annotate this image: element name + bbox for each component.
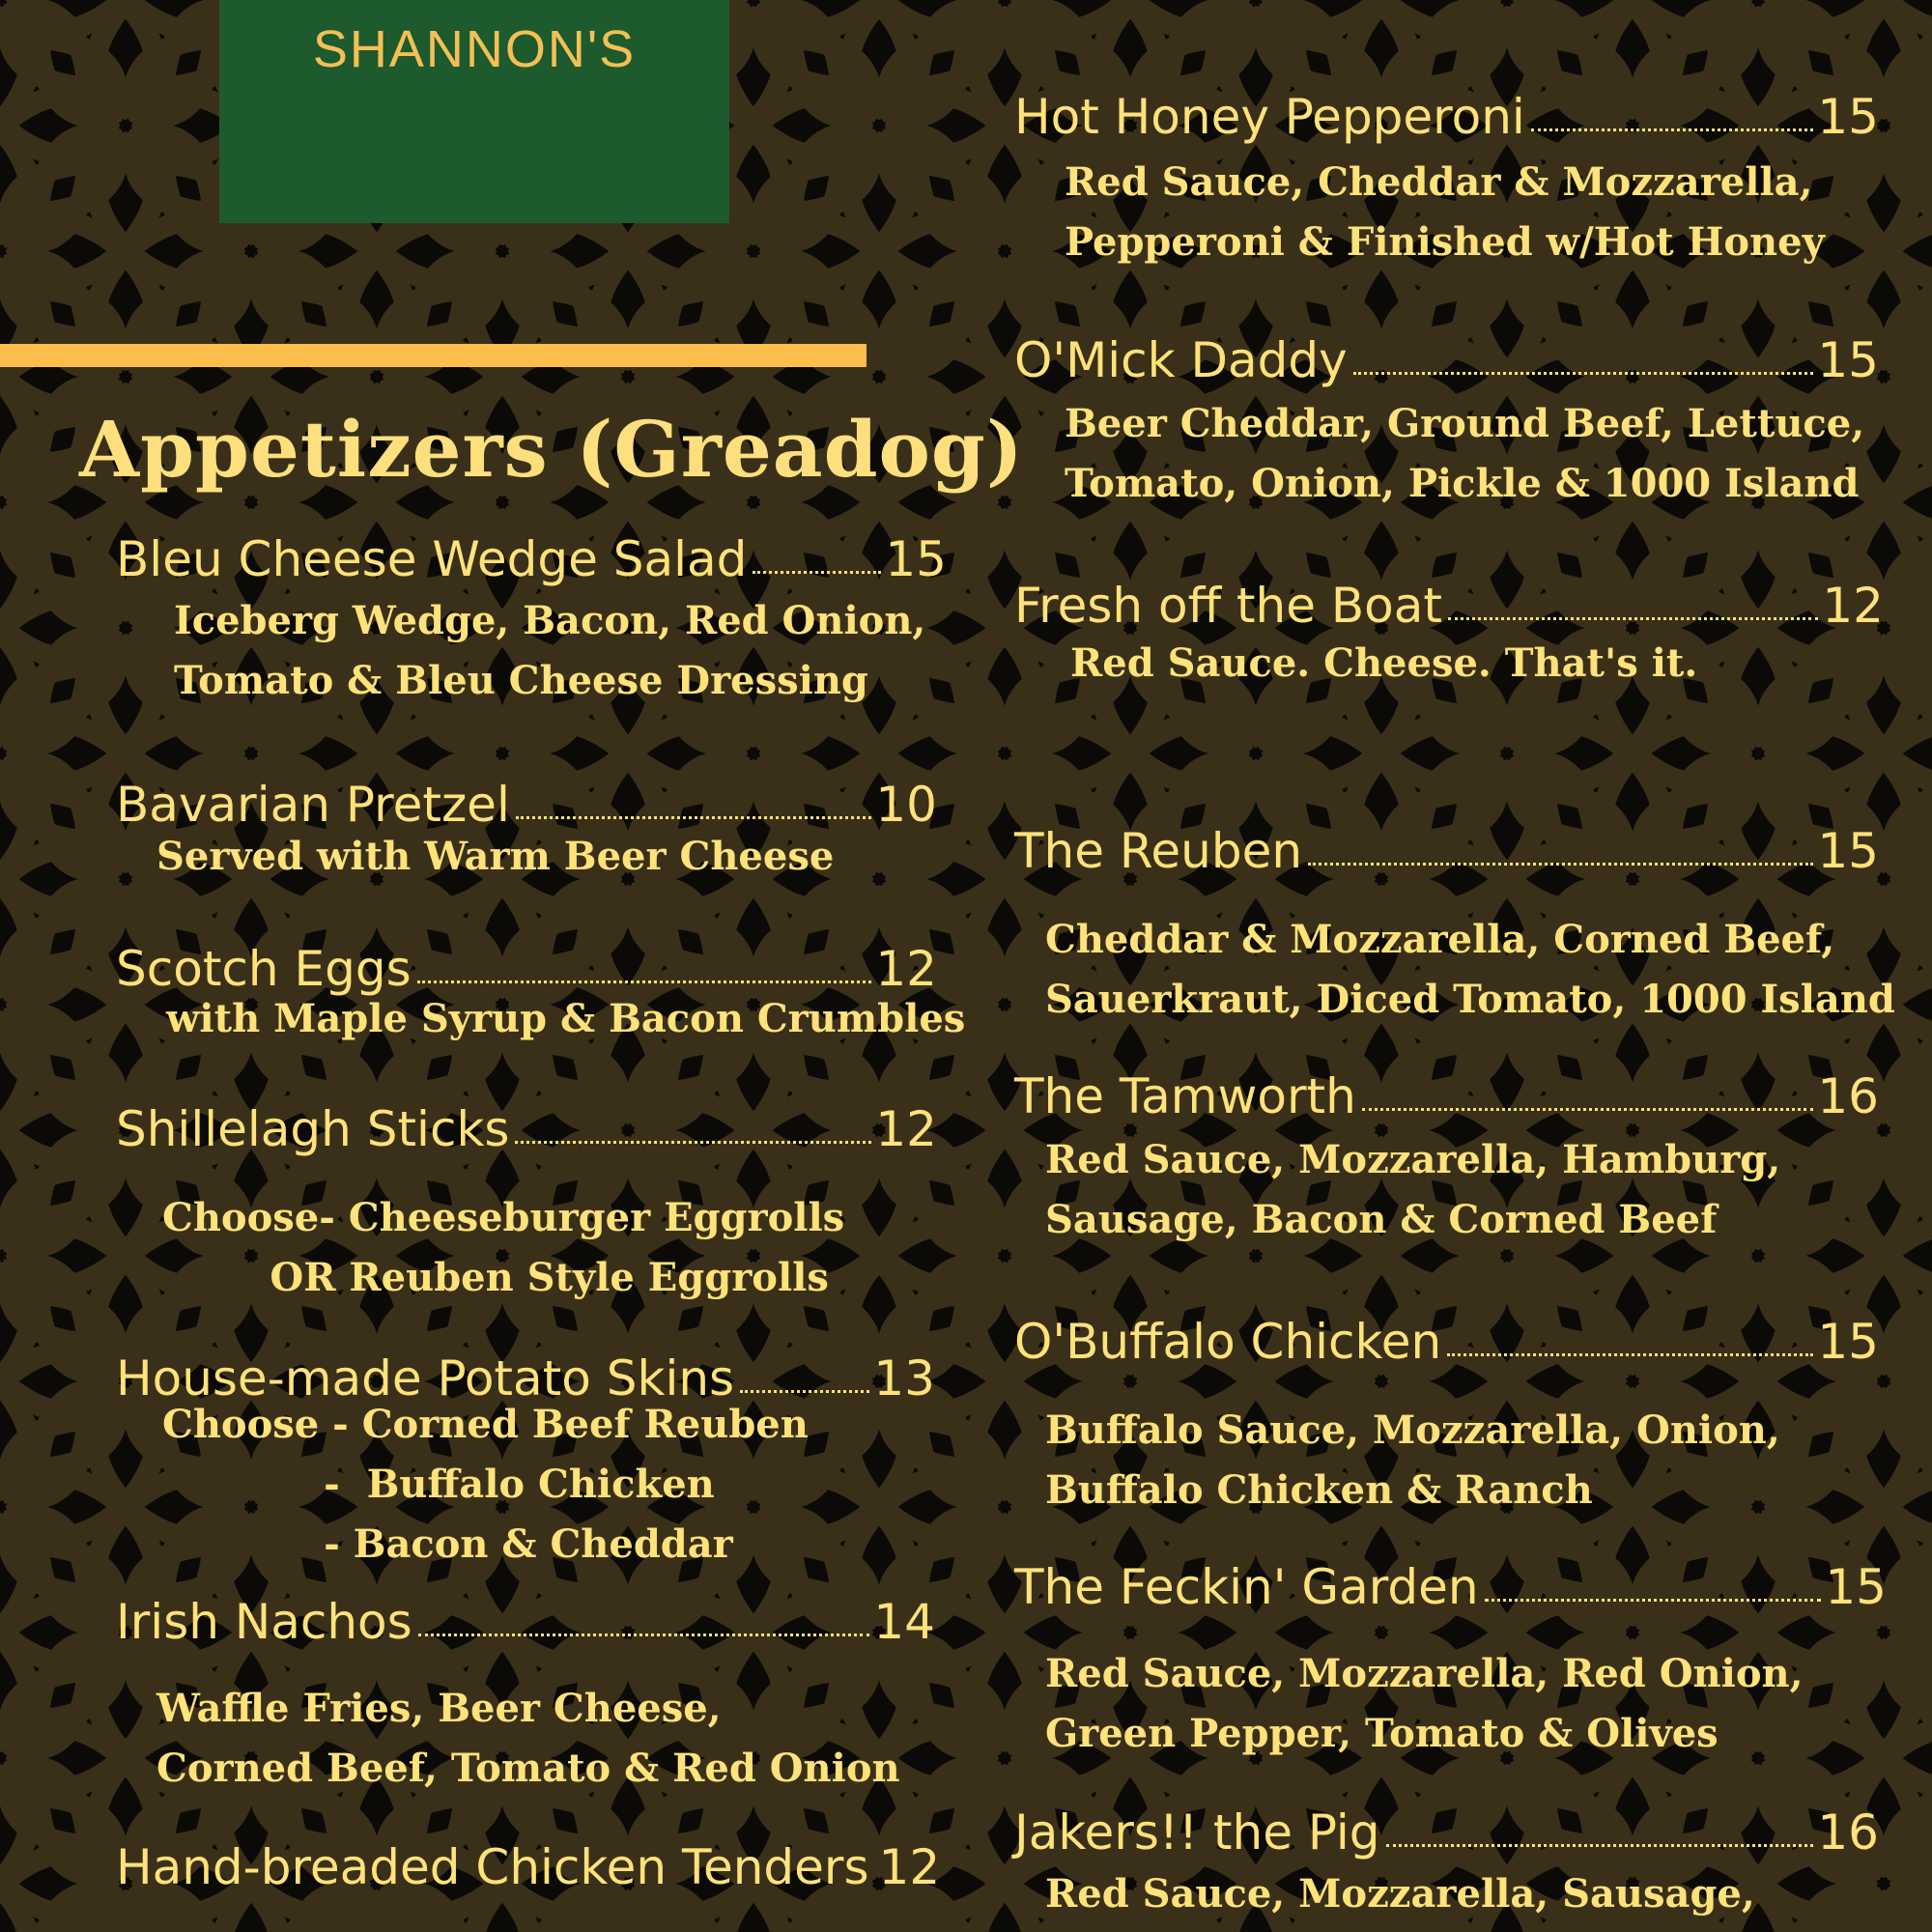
item-description: Beer Cheddar, Ground Beef, Lettuce, Tomato, Onion, Pickle & 1000 Island	[1065, 401, 1865, 506]
item-price: 15	[1817, 823, 1879, 879]
item-description: Red Sauce. Cheese. That's it.	[1070, 640, 1698, 686]
item-name: Irish Nachos	[116, 1594, 412, 1650]
item-description: Red Sauce, Mozzarella, Hamburg, Sausage, Bacon & Corned Beef	[1045, 1137, 1781, 1242]
item-name: The Tamworth	[1014, 1068, 1356, 1124]
item-name: Fresh off the Boat	[1014, 578, 1442, 634]
dot-leader	[1386, 1844, 1814, 1847]
item-price: 13	[873, 1350, 935, 1406]
item-description: Served with Warm Beer Cheese	[156, 834, 835, 879]
dot-leader	[1308, 863, 1813, 866]
item-name: Hand-breaded Chicken Tenders	[116, 1839, 869, 1895]
item-price: 10	[875, 777, 937, 833]
item-description: Waffle Fries, Beer Cheese, Corned Beef, Tomato & Red Onion	[156, 1686, 900, 1791]
dot-leader	[418, 1634, 870, 1636]
item-name: Jakers!! the Pig	[1014, 1804, 1380, 1861]
item-description: with Maple Syrup & Bacon Crumbles	[166, 996, 966, 1041]
dot-leader	[515, 1141, 871, 1144]
dot-leader	[753, 571, 881, 574]
item-description: Iceberg Wedge, Bacon, Red Onion, Tomato & Bleu Cheese Dressing	[174, 598, 926, 703]
item-name: The Feckin' Garden	[1014, 1559, 1479, 1615]
item-description: Red Sauce, Mozzarella, Sausage,	[1045, 1871, 1755, 1917]
item-price: 14	[873, 1594, 935, 1650]
item-description: Choose- Cheeseburger Eggrolls OR Reuben Style Eggrolls	[162, 1195, 845, 1300]
dot-leader	[1362, 1108, 1814, 1111]
item-description: Red Sauce, Cheddar & Mozzarella, Pepperoni & Finished w/Hot Honey	[1065, 159, 1825, 265]
item-price: 12	[878, 1839, 941, 1895]
item-name: Scotch Eggs	[116, 941, 412, 997]
item-description: Choose - Corned Beef Reuben - Buffalo Chicken - Bacon & Cheddar	[162, 1402, 809, 1567]
item-name: Bleu Cheese Wedge Salad	[116, 531, 748, 587]
item-price: 15	[1817, 1314, 1879, 1370]
item-name: Shillelagh Sticks	[116, 1101, 510, 1157]
item-name: Bavarian Pretzel	[116, 777, 510, 833]
appetizers-heading: Appetizers (Greadog)	[79, 404, 1024, 495]
item-name: House-made Potato Skins	[116, 1350, 735, 1406]
item-price: 12	[875, 941, 937, 997]
item-description: Red Sauce, Mozzarella, Red Onion, Green Pepper, Tomato & Olives	[1045, 1651, 1804, 1756]
item-name: The Reuben	[1014, 823, 1303, 879]
item-name: O'Buffalo Chicken	[1014, 1314, 1442, 1370]
dot-leader	[1447, 1353, 1813, 1356]
dot-leader	[740, 1390, 869, 1393]
dot-leader	[1485, 1599, 1822, 1602]
item-price: 12	[875, 1101, 937, 1157]
item-price: 12	[1822, 578, 1884, 634]
item-description: Cheddar & Mozzarella, Corned Beef, Sauerkraut, Diced Tomato, 1000 Island	[1045, 917, 1895, 1022]
item-price: 16	[1817, 1068, 1879, 1124]
restaurant-name: SHANNON'S	[312, 20, 637, 78]
brand-panel	[219, 0, 729, 223]
item-description: Buffalo Sauce, Mozzarella, Onion, Buffalo Chicken & Ranch	[1045, 1407, 1780, 1513]
item-price: 15	[885, 531, 947, 587]
item-name: Hot Honey Pepperoni	[1014, 89, 1525, 145]
item-price: 15	[1817, 332, 1879, 388]
item-price: 15	[1825, 1559, 1887, 1615]
header-divider	[0, 344, 867, 367]
dot-leader	[417, 980, 872, 983]
dot-leader	[1448, 617, 1818, 620]
dot-leader	[1353, 372, 1814, 375]
item-price: 15	[1817, 89, 1879, 145]
dot-leader	[516, 816, 872, 819]
dot-leader	[1531, 128, 1814, 131]
item-name: O'Mick Daddy	[1014, 332, 1348, 388]
item-price: 16	[1817, 1804, 1879, 1861]
